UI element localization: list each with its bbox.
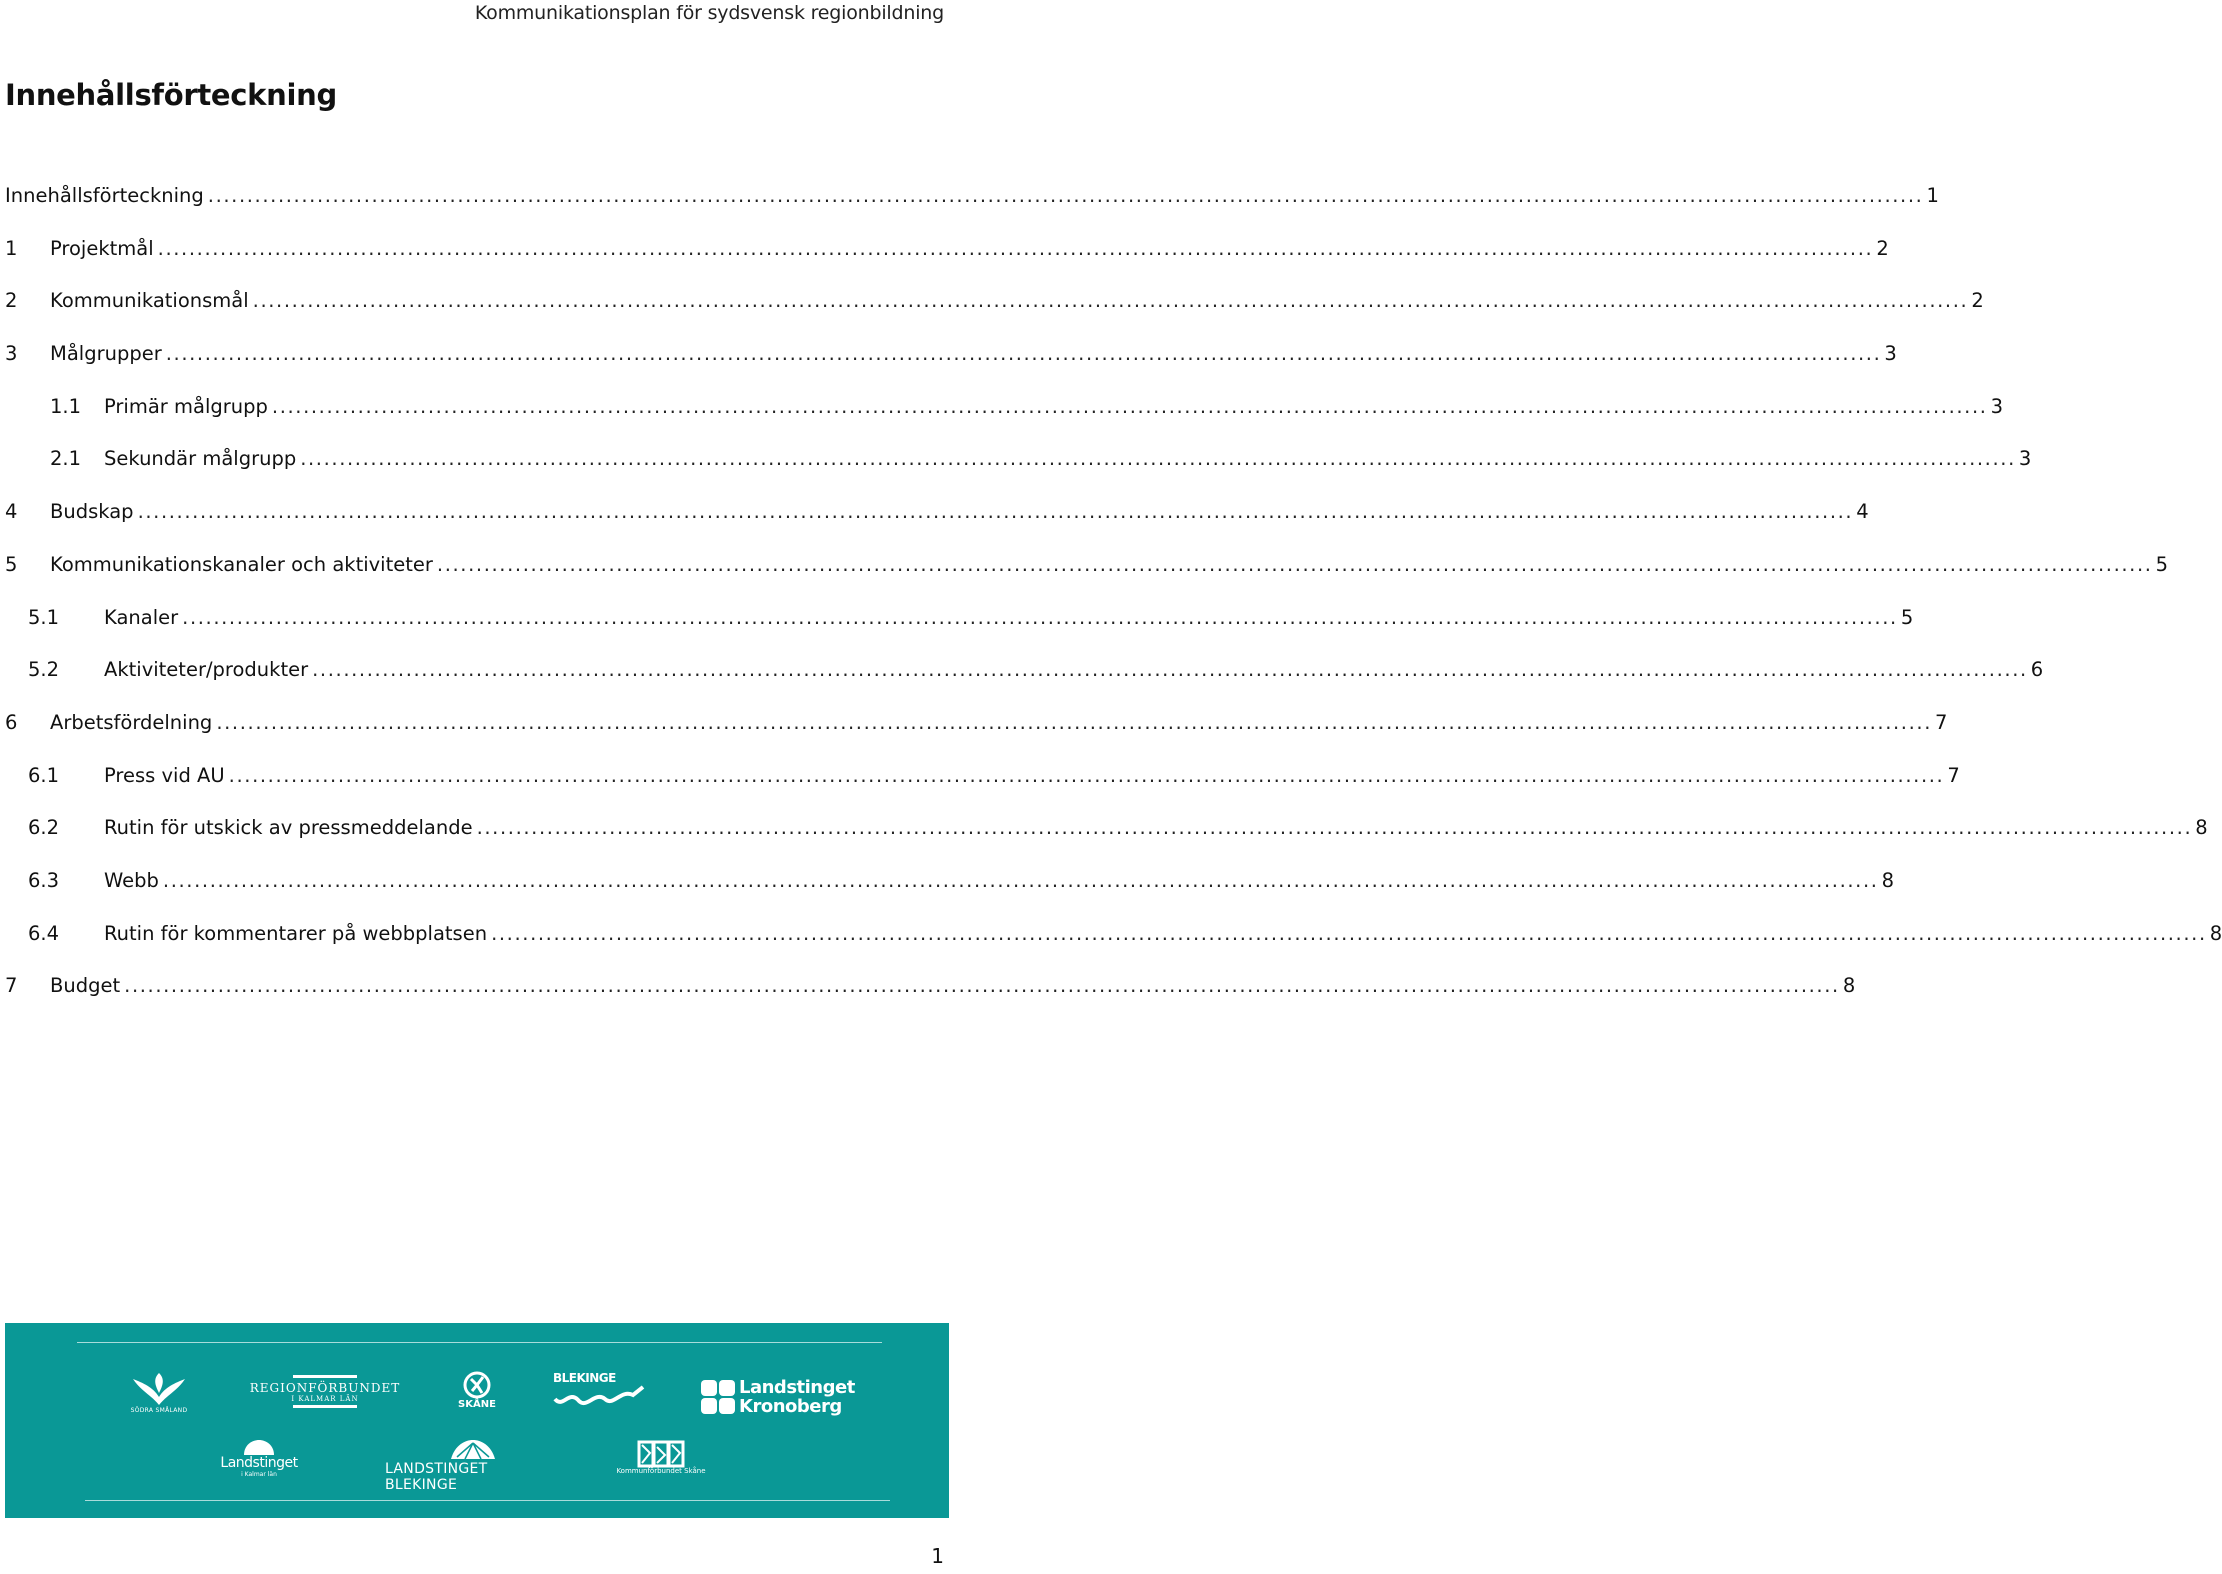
toc-entry-label: Primär målgrupp [104,394,268,418]
toc-entry-page: 5 [2155,552,2168,576]
toc-entry-page: 4 [1856,500,1869,524]
toc-entry-page: 8 [1881,868,1894,892]
landstinget-kronoberg-logo: Landstinget Kronoberg [700,1375,860,1419]
toc-entry[interactable] [0,332,1897,385]
toc-entry-page: 1 [1926,184,1939,207]
toc-entry[interactable] [0,174,1939,227]
toc-dot-leader: ............................................................................................................................................................................................................................ [436,552,2153,576]
toc-entry-label: Rutin för kommentarer på webbplatsen [104,921,488,945]
toc-dot-leader: ............................................................................................................................................................................................................................ [182,605,1898,629]
toc-entry-number: 2.1 [50,447,82,471]
toc-dot-leader: ............................................................................................................................................................................................................................ [216,710,1932,734]
toc-entry[interactable] [0,490,1869,543]
toc-entry-page: 7 [1935,710,1948,734]
toc-dot-leader: ............................................................................................................................................................................................................................ [228,763,1945,787]
toc-dot-leader: ............................................................................................................................................................................................................................ [312,658,2028,682]
toc-entry[interactable] [0,964,1856,1017]
regionforbundet-logo: REGIONFÖRBUNDET I KALMAR LÄN [245,1375,405,1415]
toc-dot-leader: ............................................................................................................................................................................................................................ [207,184,1924,207]
toc-entry-page: 2 [1876,236,1889,260]
sodra-smaland-logo: SÖDRA SMÅLAND [123,1373,195,1423]
toc-entry-page: 5 [1900,605,1914,629]
toc-entry-label: Sekundär målgrupp [104,447,297,471]
toc-entry-label: Kommunikationsmål [50,289,249,313]
toc-dot-leader: ............................................................................................................................................................................................................................ [137,500,1854,524]
toc-entry-number: 6 [5,710,18,734]
toc-entry-number: 6.4 [28,921,60,945]
wave-icon [553,1385,645,1411]
toc-entry-number: 5.1 [28,605,60,629]
toc-entry-label: Kanaler [104,605,179,629]
toc-dot-leader: ............................................................................................................................................................................................................................ [491,921,2207,945]
toc-entry-page: 7 [1947,763,1960,787]
toc-entry[interactable] [0,279,1984,332]
logo-rule [293,1375,357,1378]
crown-icon [242,1439,276,1455]
toc-entry-page: 6 [2030,658,2044,682]
toc-entry-label: Rutin för utskick av pressmeddelande [104,816,473,840]
toc-entry-label: Webb [104,868,159,892]
toc-entry[interactable] [0,859,1894,912]
toc-dot-leader: ............................................................................................................................................................................................................................ [162,868,1879,892]
toc-entry-label: Budskap [50,500,134,524]
toc-entry-number: 6.1 [28,763,60,787]
logo-rule [293,1405,357,1408]
landstinget-blekinge-logo: LANDSTINGET BLEKINGE [385,1439,561,1485]
toc-entry-label: Innehållsförteckning [5,184,204,207]
toc-entry-label: Kommunikationskanaler och aktiviteter [50,552,433,576]
leaf-icon [131,1373,187,1407]
banner-bottom-line [85,1500,890,1501]
table-of-contents [0,174,2222,1017]
ksk-emblem-icon [638,1441,684,1467]
toc-entry[interactable] [0,912,2222,965]
running-header: Kommunikationsplan för sydsvensk regionbildning [474,2,944,24]
kronoberg-emblem-icon [700,1379,736,1415]
toc-entry-number: 1 [5,236,18,260]
toc-entry-number: 4 [5,500,18,524]
toc-entry[interactable] [0,385,2003,438]
toc-dot-leader: ............................................................................................................................................................................................................................ [124,974,1840,998]
toc-entry[interactable] [0,648,2044,701]
toc-entry-number: 1.1 [50,394,82,418]
toc-entry-number: 5.2 [28,658,60,682]
toc-entry-page: 8 [2195,816,2208,840]
partner-logo-banner [5,1323,949,1518]
toc-entry-label: Aktiviteter/produkter [104,658,309,682]
region-blekinge-logo: BLEKINGE [553,1371,649,1417]
toc-entry[interactable] [0,596,1914,649]
toc-dot-leader: ............................................................................................................................................................................................................................ [271,394,1988,418]
toc-entry-number: 2 [5,289,18,313]
banner-top-line [77,1342,882,1343]
toc-entry-page: 3 [2018,447,2032,471]
toc-entry[interactable] [0,806,2208,859]
toc-dot-leader: ............................................................................................................................................................................................................................ [157,236,1874,260]
kommunforbundet-skane-logo: Kommunförbundet Skåne [609,1441,713,1487]
toc-entry-page: 3 [1990,394,2003,418]
toc-entry[interactable] [0,227,1889,280]
toc-entry-number: 6.2 [28,816,60,840]
page-title: Innehållsförteckning [5,78,337,112]
griffin-icon [462,1371,492,1399]
toc-dot-leader: ............................................................................................................................................................................................................................ [300,447,2016,471]
toc-dot-leader: ............................................................................................................................................................................................................................ [252,289,1969,313]
toc-entry-number: 3 [5,342,18,366]
toc-entry[interactable] [0,701,1948,754]
toc-entry-page: 2 [1971,289,1984,313]
skane-logo: SKÅNE [455,1371,499,1415]
toc-entry-label: Press vid AU [104,763,225,787]
toc-entry[interactable] [0,437,2032,490]
toc-entry-page: 3 [1884,342,1897,366]
toc-entry-label: Projektmål [50,236,154,260]
toc-entry[interactable] [0,754,1960,807]
toc-entry-label: Målgrupper [50,342,162,366]
toc-entry-number: 7 [5,974,18,998]
fan-icon [449,1439,497,1461]
toc-entry[interactable] [0,543,2168,596]
toc-dot-leader: ............................................................................................................................................................................................................................ [476,816,2193,840]
toc-entry-page: 8 [2209,921,2222,945]
page-number: 1 [931,1544,944,1568]
landstinget-kalmar-logo: Landstinget i Kalmar län [217,1439,301,1485]
toc-entry-label: Budget [50,974,121,998]
toc-entry-page: 8 [1842,974,1856,998]
toc-entry-number: 6.3 [28,868,60,892]
toc-dot-leader: ............................................................................................................................................................................................................................ [165,342,1882,366]
toc-entry-number: 5 [5,552,18,576]
toc-entry-label: Arbetsfördelning [50,710,213,734]
